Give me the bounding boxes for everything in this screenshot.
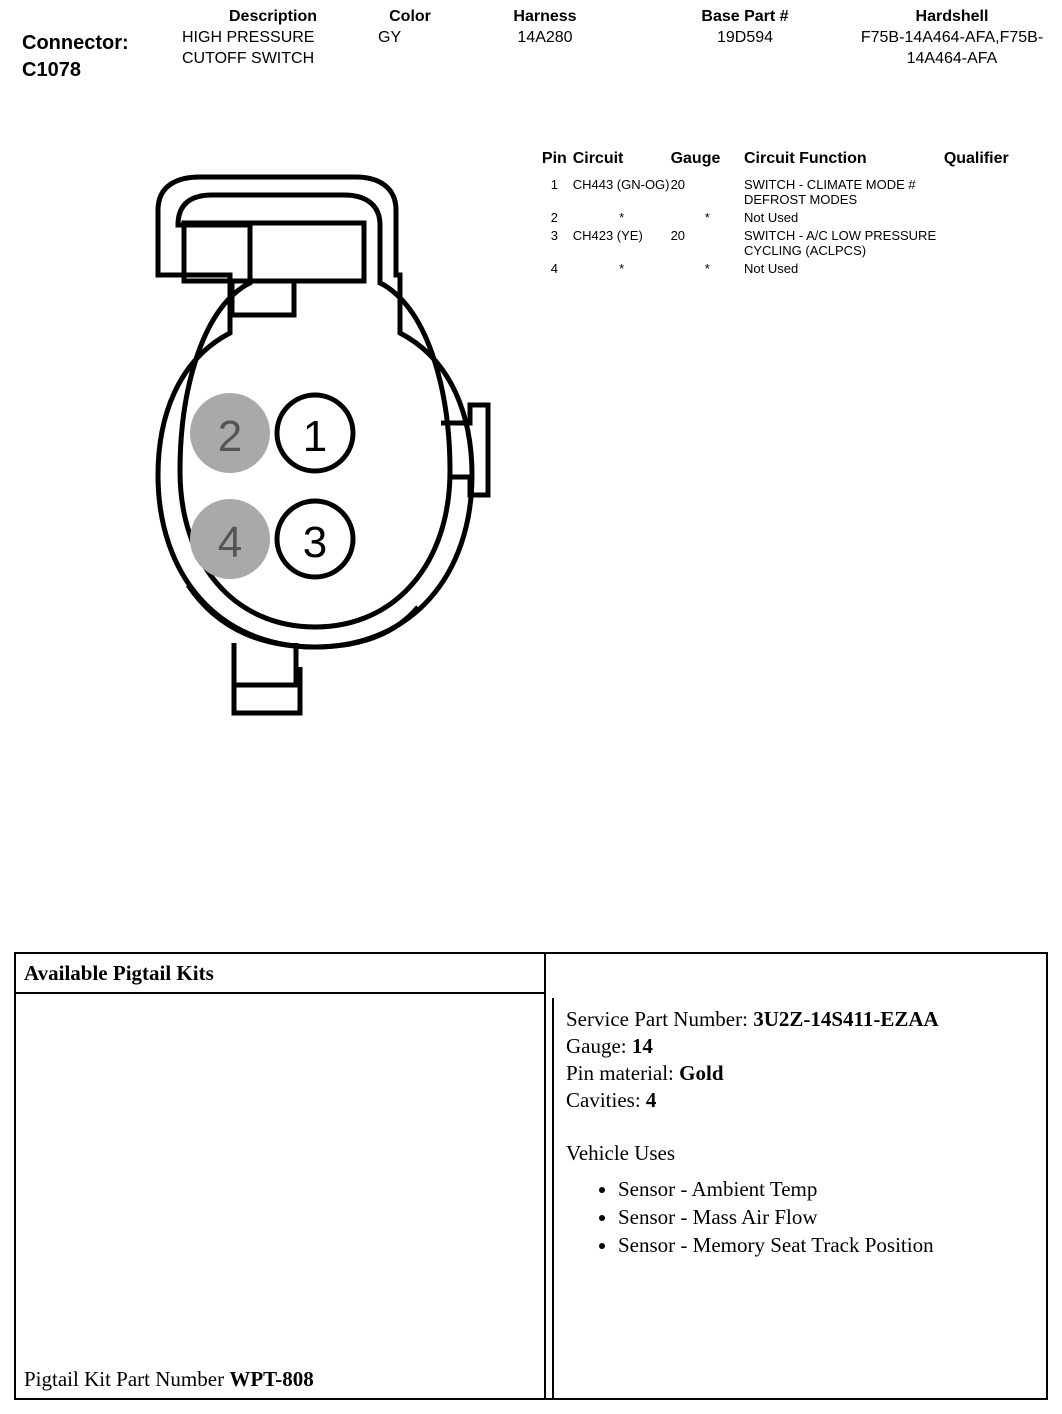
header-column-description bbox=[182, 6, 364, 69]
color-value: GY bbox=[378, 29, 402, 46]
pin-material-label: Pin material: bbox=[566, 1061, 674, 1085]
row-4-function: Not Used bbox=[743, 261, 799, 276]
hardshell-value: F75B-14A464-AFA,F75B-14A464-AFA bbox=[860, 29, 1044, 67]
header-column-harness bbox=[470, 6, 620, 48]
connector-label-text: Connector: bbox=[22, 32, 129, 54]
row-3-circuit: CH423 (YE) bbox=[572, 228, 643, 243]
header-column-base-part bbox=[660, 6, 830, 48]
available-pigtail-kits-panel bbox=[14, 952, 1048, 1400]
row-2-function: Not Used bbox=[743, 210, 799, 225]
connector-id-text: C1078 bbox=[22, 59, 81, 81]
pigtail-kit-left-box bbox=[16, 954, 546, 1398]
cavity-2-number: 2 bbox=[217, 412, 243, 461]
service-part-value: 3U2Z-14S411-EZAA bbox=[753, 1007, 939, 1031]
vehicle-uses-title: Vehicle Uses bbox=[566, 1141, 676, 1165]
row-1-gauge: 20 bbox=[670, 177, 686, 192]
row-1-pin: 1 bbox=[550, 177, 558, 192]
table-row bbox=[536, 176, 1056, 209]
table-row bbox=[536, 227, 1056, 260]
harness-title: Harness bbox=[513, 8, 577, 25]
row-2-pin: 2 bbox=[550, 210, 558, 225]
table-row bbox=[536, 209, 1056, 227]
row-4-qualifier bbox=[944, 260, 1056, 278]
connector-svg bbox=[100, 155, 520, 735]
list-item: • Sensor - Mass Air Flow bbox=[618, 1203, 1046, 1231]
gauge-line bbox=[566, 1033, 1046, 1060]
cavity-2 bbox=[190, 393, 270, 473]
header-column-hardshell bbox=[852, 6, 1052, 69]
row-3-gauge: 20 bbox=[670, 228, 686, 243]
pigtail-kit-part-line bbox=[24, 1366, 314, 1392]
connector-header bbox=[0, 0, 1062, 112]
pin-table-header-function: Circuit Function bbox=[743, 150, 867, 167]
row-1-function: SWITCH - CLIMATE MODE # DEFROST MODES bbox=[743, 177, 916, 207]
pigtail-kits-title: Available Pigtail Kits bbox=[16, 954, 544, 994]
list-item: • Sensor - Ambient Temp bbox=[618, 1175, 1046, 1203]
pin-material-value: Gold bbox=[679, 1061, 724, 1085]
pin-table-header-pin: Pin bbox=[541, 150, 567, 167]
row-1-circuit: CH443 (GN-OG) bbox=[572, 177, 670, 192]
pigtail-kit-part-label: Pigtail Kit Part Number bbox=[24, 1367, 225, 1391]
connector-top-latch bbox=[184, 223, 364, 281]
table-row bbox=[536, 260, 1056, 278]
pin-table bbox=[536, 150, 1056, 278]
pin-material-line bbox=[566, 1060, 1046, 1087]
row-2-circuit: * bbox=[619, 210, 625, 225]
row-4-pin: 4 bbox=[550, 261, 558, 276]
connector-id-block bbox=[22, 30, 129, 84]
vehicle-uses-list bbox=[566, 1175, 1046, 1259]
base-part-value: 19D594 bbox=[716, 29, 774, 46]
cavities-line bbox=[566, 1087, 1046, 1114]
row-3-pin: 3 bbox=[550, 228, 558, 243]
row-2-gauge: * bbox=[704, 210, 710, 225]
row-3-qualifier bbox=[944, 227, 1056, 260]
cavity-4 bbox=[190, 499, 270, 579]
color-title: Color bbox=[389, 8, 431, 25]
pin-table-header-row bbox=[536, 150, 1056, 176]
base-part-title: Base Part # bbox=[701, 8, 789, 25]
row-1-qualifier bbox=[944, 176, 1056, 209]
connector-bottom-tab-inner bbox=[234, 643, 296, 685]
service-part-label: Service Part Number: bbox=[566, 1007, 748, 1031]
hardshell-title: Hardshell bbox=[915, 8, 989, 25]
description-value: HIGH PRESSURE CUTOFF SWITCH bbox=[182, 29, 315, 67]
header-column-color bbox=[378, 6, 442, 48]
row-4-circuit: * bbox=[619, 261, 625, 276]
pigtail-kit-part-number: WPT-808 bbox=[229, 1367, 314, 1391]
pin-table-header-qualifier: Qualifier bbox=[943, 150, 1009, 167]
row-4-gauge: * bbox=[704, 261, 710, 276]
gauge-value: 14 bbox=[631, 1034, 653, 1058]
connector-face-diagram bbox=[100, 155, 520, 740]
row-2-qualifier bbox=[944, 209, 1056, 227]
list-item: • Sensor - Memory Seat Track Position bbox=[618, 1231, 1046, 1259]
cavity-1 bbox=[277, 395, 353, 471]
row-3-function: SWITCH - A/C LOW PRESSURE CYCLING (ACLPCS) bbox=[743, 228, 937, 258]
service-part-line bbox=[566, 1006, 1046, 1033]
cavities-label: Cavities: bbox=[566, 1088, 641, 1112]
harness-value: 14A280 bbox=[517, 29, 573, 46]
cavities-value: 4 bbox=[645, 1088, 657, 1112]
cavity-4-number: 4 bbox=[217, 518, 243, 567]
cavity-3-number: 3 bbox=[302, 518, 328, 567]
cavity-1-number: 1 bbox=[302, 412, 328, 461]
pigtail-kit-details bbox=[552, 998, 1046, 1398]
cavity-3 bbox=[277, 501, 353, 577]
pin-table-header-gauge: Gauge bbox=[670, 150, 721, 167]
gauge-label: Gauge: bbox=[566, 1034, 627, 1058]
pin-table-header-circuit: Circuit bbox=[572, 150, 624, 167]
connector-bottom-tab-outer bbox=[234, 667, 300, 713]
description-title: Description bbox=[228, 8, 317, 25]
